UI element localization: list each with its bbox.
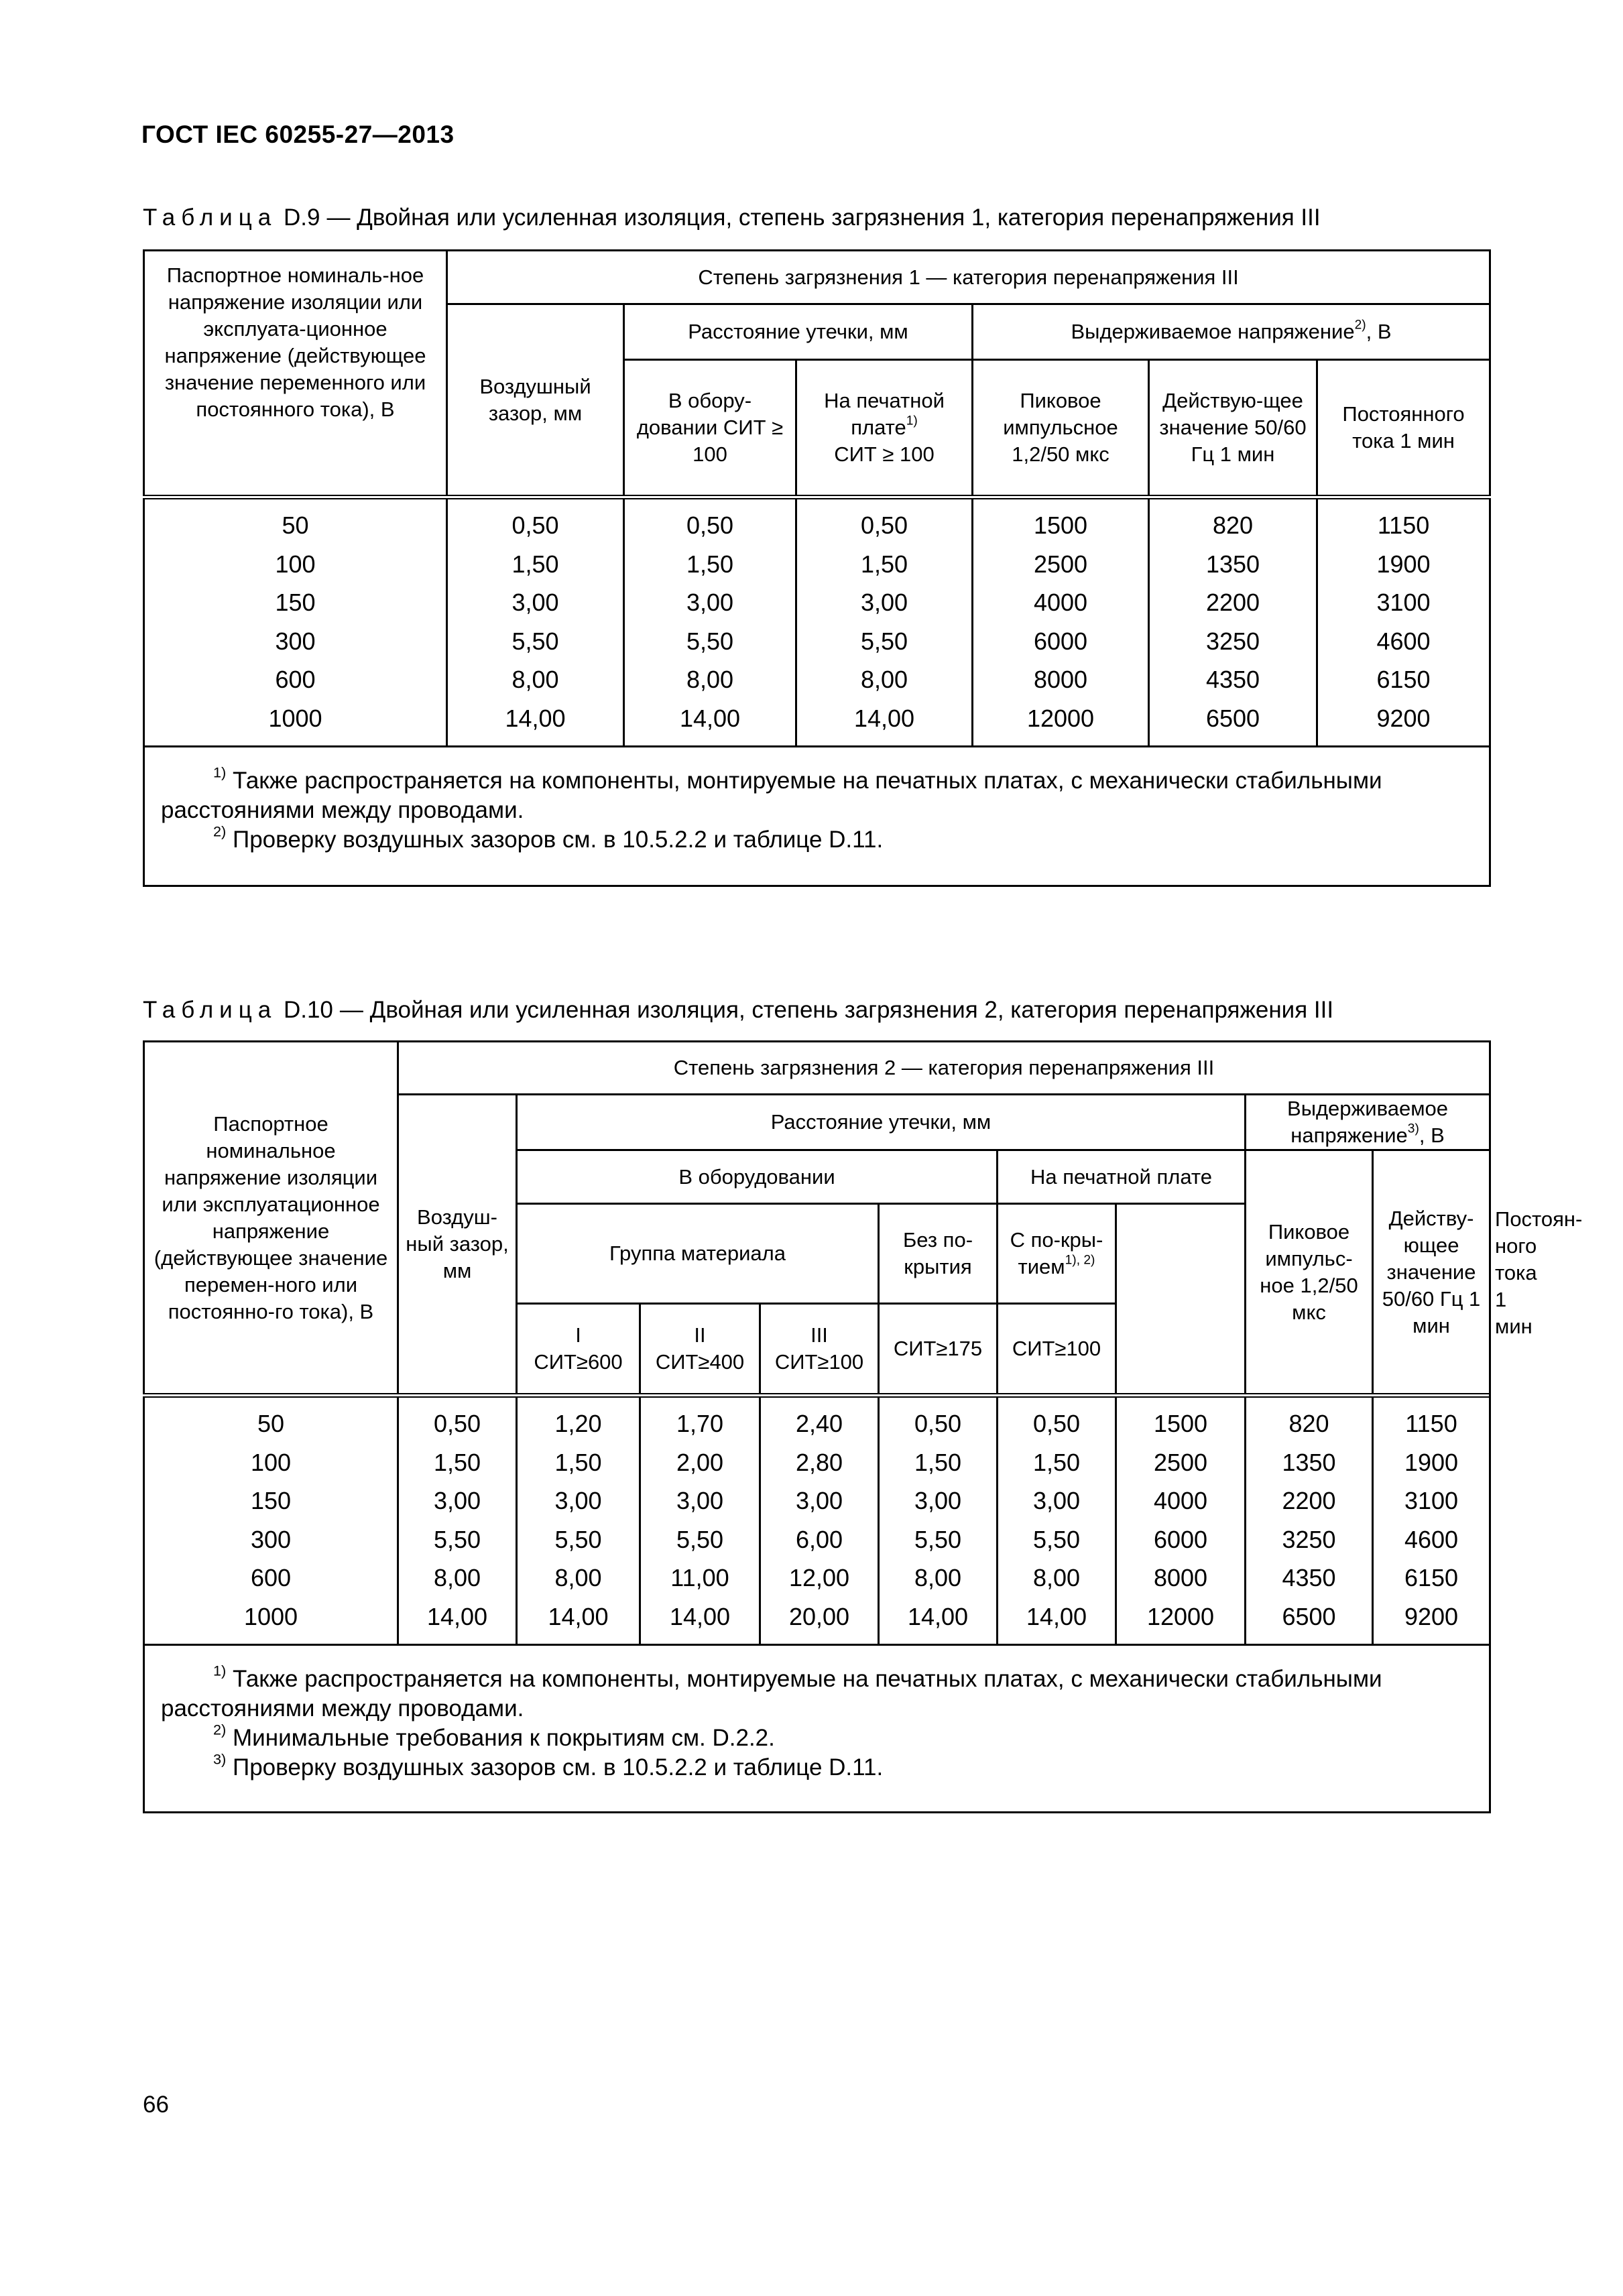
table-d9-caption (143, 204, 1321, 231)
header-withstand: Выдерживаемое напряжение$^{2)}$, В (973, 304, 1490, 360)
header-rated-voltage: Паспортное номинальное напряжение изоляции или эксплуатационное напряжение (действующее значение перемен-ного или постоянно-го тока), В (144, 1042, 398, 1396)
footnote: $^{3)}$ Проверку воздушных зазоров см. в 10.5.2.2 и таблице D.11. (213, 1750, 884, 1780)
header-rated-voltage: Паспортное номиналь-ное напряжение изоляции или эксплуата-ционное напряжение (действующее значение переменного или постоянного тока), В (144, 251, 447, 497)
header-pcb: На печатной плате (998, 1150, 1246, 1204)
table-d9 (143, 249, 1491, 887)
column-air-gap: 0,50 1,50 3,00 5,50 8,00 14,00 (447, 497, 624, 747)
header-pollution-degree: Степень загрязнения 1 — категория перенапряжения III (447, 251, 1490, 304)
header-uncoated: Без по-крытия (879, 1204, 998, 1304)
header-group-3: III СИТ≥100 (760, 1304, 879, 1396)
caption-label: Таблица (143, 997, 278, 1023)
footnote: $^{1)}$ Также распространяется на компоненты, монтируемые на печатных платах, с механически стабильными расстояниями между проводами. (161, 1662, 1382, 1721)
footnote: $^{2)}$ Минимальные требования к покрытиям см. D.2.2. (213, 1721, 775, 1751)
header-material-group: Группа материала (517, 1204, 879, 1304)
column-rated-voltage: 50 100 150 300 600 1000 (144, 1396, 398, 1645)
column-group-3: 2,40 2,80 3,00 6,00 12,00 20,00 (760, 1396, 879, 1645)
caption-text: — Двойная или усиленная изоляция, степень загрязнения 1, категория перенапряжения III (326, 204, 1321, 231)
column-coated: 0,50 1,50 3,00 5,50 8,00 14,00 (998, 1396, 1116, 1645)
caption-text: — Двойная или усиленная изоляция, степень загрязнения 2, категория перенапряжения III (339, 997, 1334, 1023)
header-withstand: Выдерживаемое напряжение$^{3)}$, В (1246, 1095, 1490, 1150)
header-equipment: В обору-довании СИТ ≥ 100 (624, 360, 796, 497)
header-creepage: Расстояние утечки, мм (517, 1095, 1246, 1150)
header-group-2: II СИТ≥400 (640, 1304, 760, 1396)
column-pcb: 0,50 1,50 3,00 5,50 8,00 14,00 (796, 497, 973, 747)
header-coated: С по-кры-тием$^{1), 2)}$ (998, 1204, 1116, 1304)
table-d10: Паспортное номинальное напряжение изоляции или эксплуатационное напряжение (действующее значение перемен-ного или постоянно-го тока), В Степень загрязнения 2 — категория перенапряжения III Воздуш-ный зазор, мм Расстояние утечки, мм Выдерживаемое напряжение$^{3)}$, В В оборудовании На печатной плате Пиковое импульс-ное 1,2/50 мкс Действу-ющее значение 50/60 Гц 1 мин Постоян-ного тока 1 мин Группа материала Без по-крытия С по-кры-тием$^{1), 2)}$ I СИТ≥600 II СИТ≥400 III СИТ≥100 СИТ≥175 СИТ≥100 50 100 150 300 600 1000 0,50 1,50 3,00 5,50 8,00 14,00 1,20 1,50 3,00 5,50 8,00 14,00 1,70 2,00 3,00 5,50 11,00 14,00 2,40 2,80 3,00 6,00 12,00 20,00 0,50 1,50 3,00 5,50 8,00 14,00 0,50 1,50 3,00 5,50 8,00 14,00 1500 2500 4000 6000 8000 12000 820 1350 2200 3250 4350 6500 1150 1900 3100 4600 6150 9200 $^{1)}$ Также распространяется на компоненты, монтируемые на печатных платах, с механически стабильными расстояниями между проводами. $^{2)}$ Минимальные требования к покрытиям см. D.2.2. $^{3)}$ Проверку воздушных зазоров см. в 10.5.2.2 и таблице D.11. (143, 1040, 1491, 1813)
caption-number: D.10 (283, 997, 333, 1023)
page-number: 66 (143, 2092, 169, 2118)
header-uncoated-cti: СИТ≥175 (879, 1304, 998, 1396)
header-ac-rms: Действу-ющее значение 50/60 Гц 1 мин (1373, 1150, 1490, 1396)
column-equipment: 0,50 1,50 3,00 5,50 8,00 14,00 (624, 497, 796, 747)
header-equipment: В оборудовании (517, 1150, 998, 1204)
caption-label: Таблица (143, 204, 278, 231)
column-uncoated: 0,50 1,50 3,00 5,50 8,00 14,00 (879, 1396, 998, 1645)
table-d9-notes (144, 747, 1490, 886)
column-rated-voltage: 50 100 150 300 600 1000 (144, 497, 447, 747)
table-d10-notes (144, 1645, 1490, 1813)
document-code: ГОСТ IEC 60255-27—2013 (141, 121, 455, 148)
column-dc: 1150 1900 3100 4600 6150 9200 (1317, 497, 1490, 747)
column-ac-rms: 820 1350 2200 3250 4350 6500 (1246, 1396, 1373, 1645)
header-ac-rms: Действую-щее значение 50/60 Гц 1 мин (1149, 360, 1317, 497)
column-peak-impulse: 1500 2500 4000 6000 8000 12000 (1116, 1396, 1246, 1645)
footnote: $^{1)}$ Также распространяется на компоненты, монтируемые на печатных платах, с механически стабильными расстояниями между проводами. (161, 764, 1382, 823)
header-air-gap: Воздушный зазор, мм (447, 304, 624, 497)
header-group-1: I СИТ≥600 (517, 1304, 640, 1396)
column-group-1: 1,20 1,50 3,00 5,50 8,00 14,00 (517, 1396, 640, 1645)
header-coated-cti: СИТ≥100 (998, 1304, 1116, 1396)
header-air-gap: Воздуш-ный зазор, мм (398, 1095, 517, 1396)
table-d10-caption (143, 997, 1333, 1024)
column-air-gap: 0,50 1,50 3,00 5,50 8,00 14,00 (398, 1396, 517, 1645)
header-pollution-degree: Степень загрязнения 2 — категория перенапряжения III (398, 1042, 1490, 1095)
header-peak-impulse: Пиковое импульс-ное 1,2/50 мкс (1246, 1150, 1373, 1396)
caption-number: D.9 (283, 204, 320, 231)
column-peak-impulse: 1500 2500 4000 6000 8000 12000 (973, 497, 1149, 747)
column-dc: 1150 1900 3100 4600 6150 9200 (1373, 1396, 1490, 1645)
header-peak-impulse: Пиковое импульсное 1,2/50 мкс (973, 360, 1149, 497)
header-pcb: На печатной плате$^{1)}$ СИТ ≥ 100 (796, 360, 973, 497)
header-dc: Постоянного тока 1 мин (1317, 360, 1490, 497)
column-ac-rms: 820 1350 2200 3250 4350 6500 (1149, 497, 1317, 747)
footnote: $^{2)}$ Проверку воздушных зазоров см. в 10.5.2.2 и таблице D.11. (213, 823, 884, 853)
header-creepage: Расстояние утечки, мм (624, 304, 973, 360)
column-group-2: 1,70 2,00 3,00 5,50 11,00 14,00 (640, 1396, 760, 1645)
